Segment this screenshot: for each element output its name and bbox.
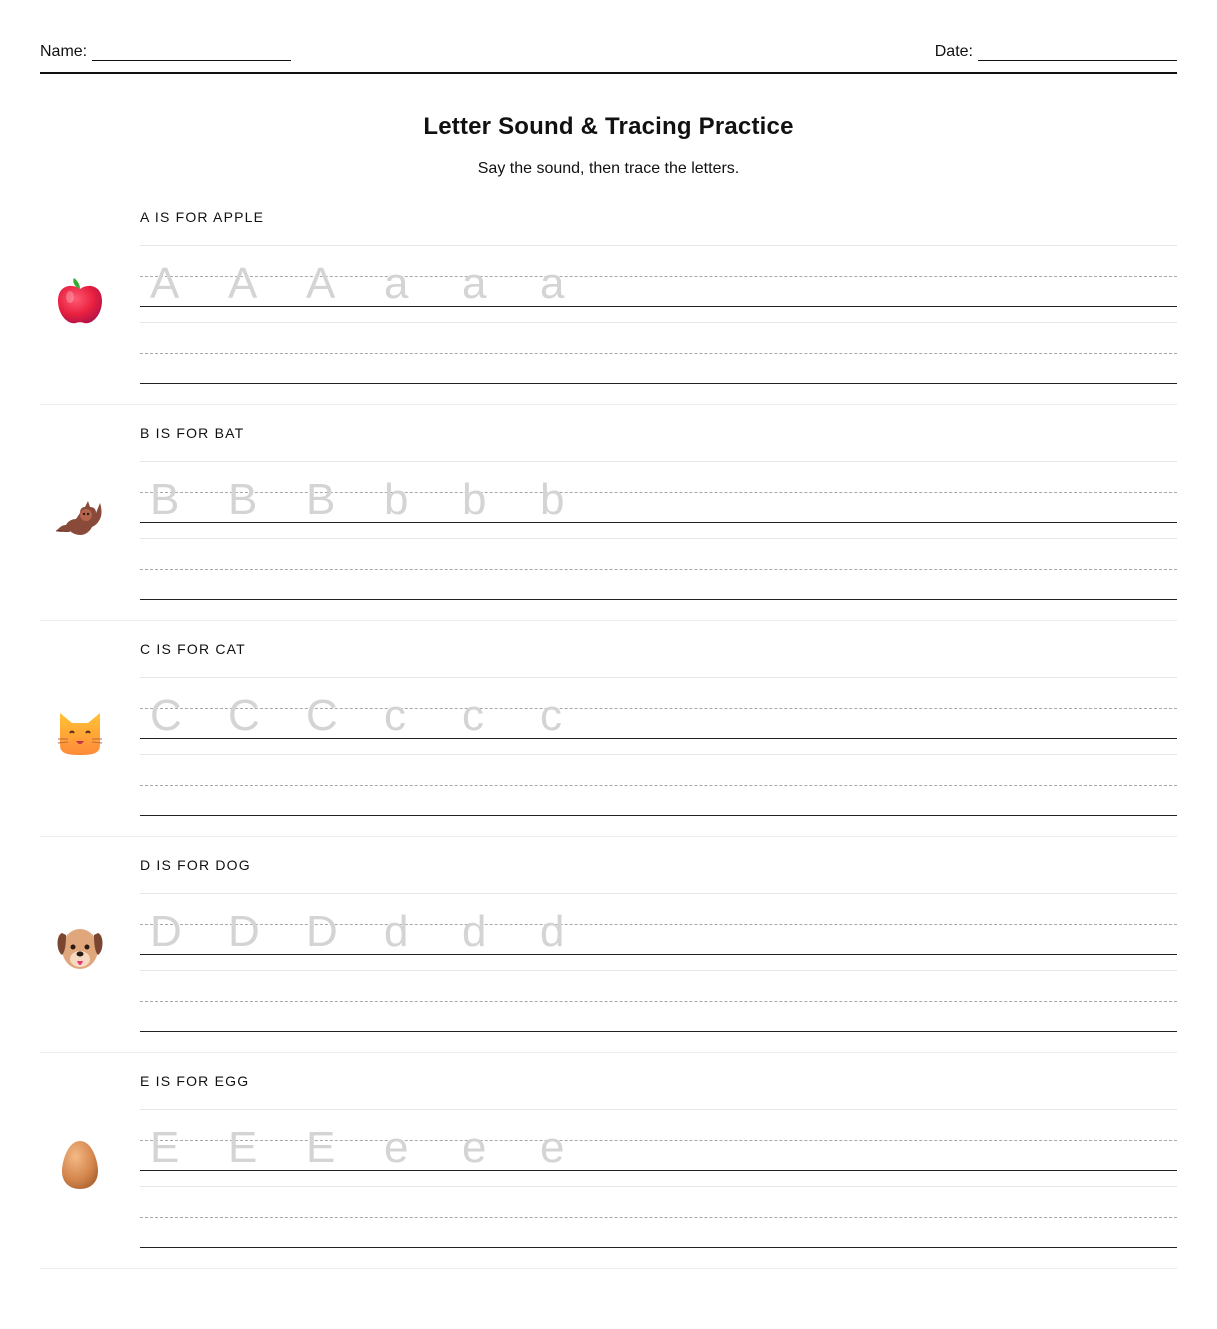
date-field [935, 40, 1177, 61]
trace-letter: B [150, 475, 180, 524]
baseline [140, 1170, 1177, 1171]
page-subtitle: Say the sound, then trace the letters. [477, 160, 740, 177]
midline [140, 353, 1177, 354]
trace-letters [150, 688, 618, 738]
name-blank [92, 40, 291, 61]
trace-letter: b [384, 475, 409, 524]
trace-letter: d [462, 907, 487, 956]
trace-letter: e [462, 1123, 487, 1172]
trace-letter: E [228, 1123, 258, 1172]
top-guide-line [140, 677, 1177, 678]
apple-icon [40, 273, 120, 329]
midline [140, 1001, 1177, 1002]
baseline [140, 1031, 1177, 1032]
dog-icon [40, 921, 120, 977]
trace-letter: c [384, 691, 406, 740]
top-guide-line [140, 893, 1177, 894]
bat-icon [40, 489, 120, 545]
trace-letters [150, 904, 618, 954]
page-title: Letter Sound & Tracing Practice [423, 113, 794, 140]
tracing-row [40, 189, 1177, 405]
date-blank [978, 40, 1177, 61]
tracing-rows [40, 189, 1177, 1269]
trace-letter: B [306, 475, 336, 524]
top-guide-line [140, 1186, 1177, 1187]
midline [140, 785, 1177, 786]
baseline [140, 383, 1177, 384]
tracing-row [40, 1053, 1177, 1269]
trace-letter: D [228, 907, 260, 956]
row-label: E IS FOR EGG [140, 1073, 250, 1089]
tracing-row [40, 405, 1177, 621]
trace-letter: B [228, 475, 258, 524]
trace-letter: a [462, 259, 487, 308]
baseline [140, 1247, 1177, 1248]
trace-letter: c [540, 691, 562, 740]
trace-letter: A [150, 259, 180, 308]
cat-icon [40, 705, 120, 761]
row-label: A IS FOR APPLE [140, 209, 265, 225]
row-label: D IS FOR DOG [140, 857, 251, 873]
baseline [140, 738, 1177, 739]
trace-letter: d [384, 907, 409, 956]
row-label: C IS FOR CAT [140, 641, 246, 657]
name-label: Name: [40, 43, 88, 60]
trace-letters [150, 256, 618, 306]
top-guide-line [140, 538, 1177, 539]
trace-letters [150, 1120, 618, 1170]
egg-icon [40, 1137, 120, 1193]
trace-letter: b [540, 475, 565, 524]
trace-letters [150, 472, 618, 522]
baseline [140, 306, 1177, 307]
trace-letter: A [306, 259, 336, 308]
trace-letter: D [306, 907, 338, 956]
trace-letter: d [540, 907, 565, 956]
midline [140, 1217, 1177, 1218]
trace-letter: a [384, 259, 409, 308]
trace-letter: b [462, 475, 487, 524]
trace-letter: e [384, 1123, 409, 1172]
top-guide-line [140, 322, 1177, 323]
trace-letter: C [306, 691, 338, 740]
row-label: B IS FOR BAT [140, 425, 245, 441]
trace-letter: a [540, 259, 565, 308]
tracing-row [40, 621, 1177, 837]
trace-letter: c [462, 691, 484, 740]
worksheet-header [40, 0, 1177, 74]
top-guide-line [140, 461, 1177, 462]
top-guide-line [140, 754, 1177, 755]
top-guide-line [140, 970, 1177, 971]
top-guide-line [140, 1109, 1177, 1110]
baseline [140, 954, 1177, 955]
midline [140, 569, 1177, 570]
baseline [140, 522, 1177, 523]
trace-letter: C [150, 691, 182, 740]
worksheet-page [40, 0, 1177, 1172]
trace-letter: E [306, 1123, 336, 1172]
baseline [140, 599, 1177, 600]
tracing-row [40, 837, 1177, 1053]
date-label: Date: [934, 43, 973, 60]
trace-letter: D [150, 907, 182, 956]
trace-letter: E [150, 1123, 180, 1172]
trace-letter: e [540, 1123, 565, 1172]
baseline [140, 815, 1177, 816]
trace-letter: C [228, 691, 260, 740]
name-field [40, 40, 291, 61]
top-guide-line [140, 245, 1177, 246]
trace-letter: A [228, 259, 258, 308]
